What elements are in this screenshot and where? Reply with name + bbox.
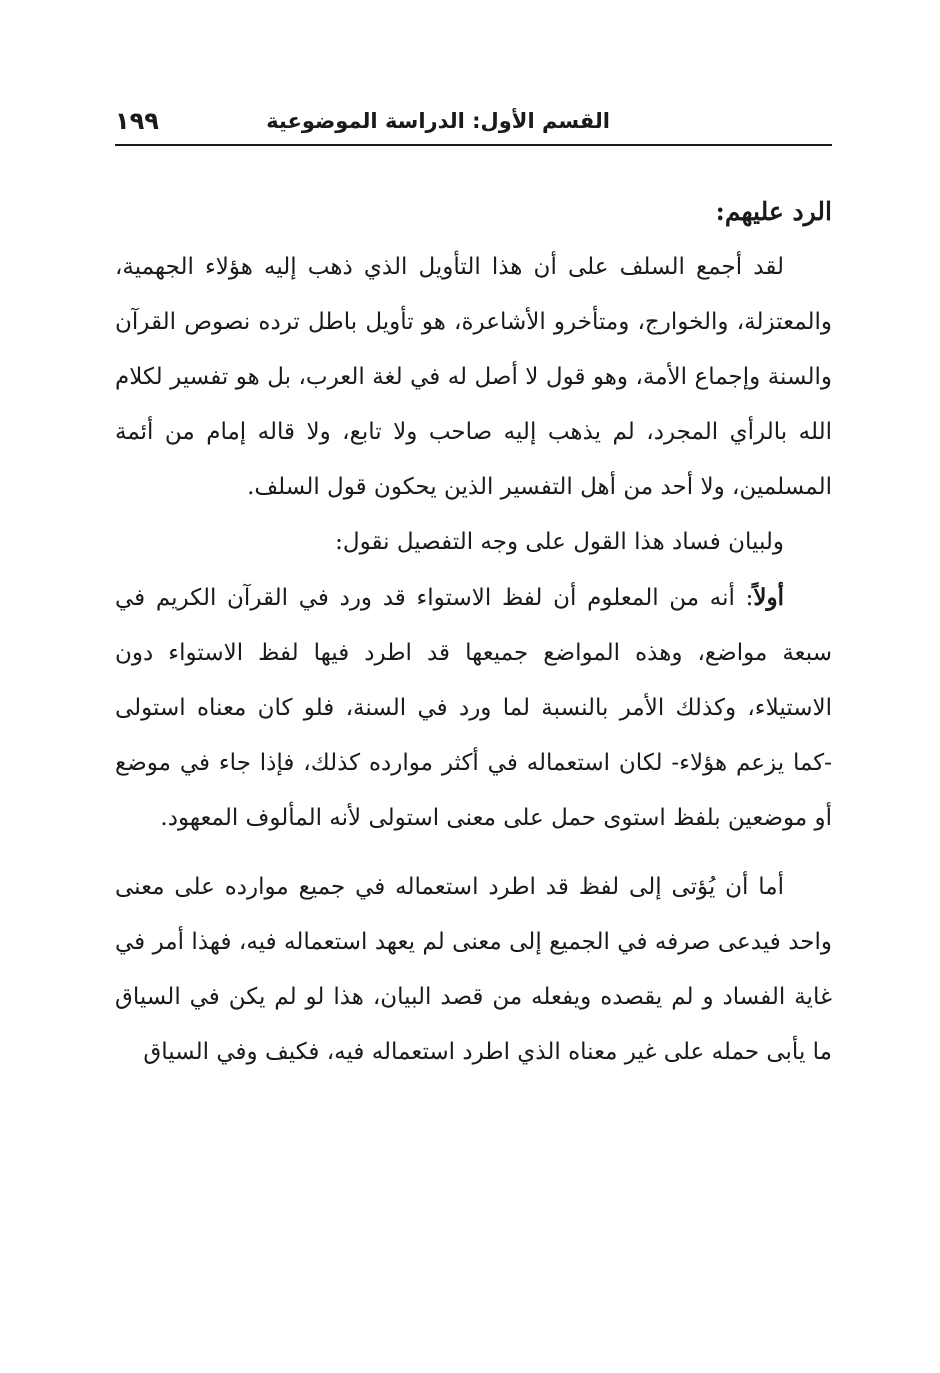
- paragraph-gap: [115, 846, 832, 860]
- running-header: [115, 104, 830, 138]
- page-body: [115, 186, 832, 1080]
- header-rule: [115, 144, 832, 146]
- paragraph-4: أما أن يُؤتى إلى لفظ قد اطرد استعماله في جميع موارده على معنى واحد فيدعى صرفه في الجميع إلى معنى لم يعهد استعماله فيه، فهذا أمر في غاية الفساد و لم يقصده ويفعله من قصد البيان، هذا لو لم يكن في السياق ما يأبى حمله على غير معناه الذي اطرد استعماله فيه، فكيف وفي السياق: [115, 874, 832, 1065]
- paragraph-3: [115, 570, 832, 846]
- paragraph-1: لقد أجمع السلف على أن هذا التأويل الذي ذهب إليه هؤلاء الجهمية، والمعتزلة، والخوارج، ومتأخرو الأشاعرة، هو تأويل باطل ترده نصوص القرآن والسنة وإجماع الأمة، وهو قول لا أصل له في لغة العرب، بل هو تفسير لكلام الله بالرأي المجرد، لم يذهب إليه صاحب ولا تابع، ولا قاله إمام من أئمة المسلمين، ولا أحد من أهل التفسير الذين يحكون قول السلف.: [115, 254, 832, 500]
- section-title: القسم الأول: الدراسة الموضوعية: [266, 109, 610, 133]
- page-number: ١٩٩: [115, 107, 159, 135]
- section-heading: الرد عليهم:: [715, 197, 832, 226]
- paragraph-3-lead: أولاً: [753, 584, 784, 611]
- paragraph-3-text: : أنه من المعلوم أن لفظ الاستواء قد ورد في القرآن الكريم في سبعة مواضع، وهذه المواضع جميعها قد اطرد فيها لفظ الاستواء دون الاستيلاء، وكذلك الأمر بالنسبة لما ورد في السنة، فلو كان معناه استولى -كما يزعم هؤلاء- لكان استعماله في أكثر موارده كذلك، فإذا جاء في موضع أو موضعين بلفظ استوى حمل على معنى استولى لأنه المألوف المعهود.: [115, 585, 832, 831]
- paragraph-2: ولبيان فساد هذا القول على وجه التفصيل نقول:: [335, 529, 784, 555]
